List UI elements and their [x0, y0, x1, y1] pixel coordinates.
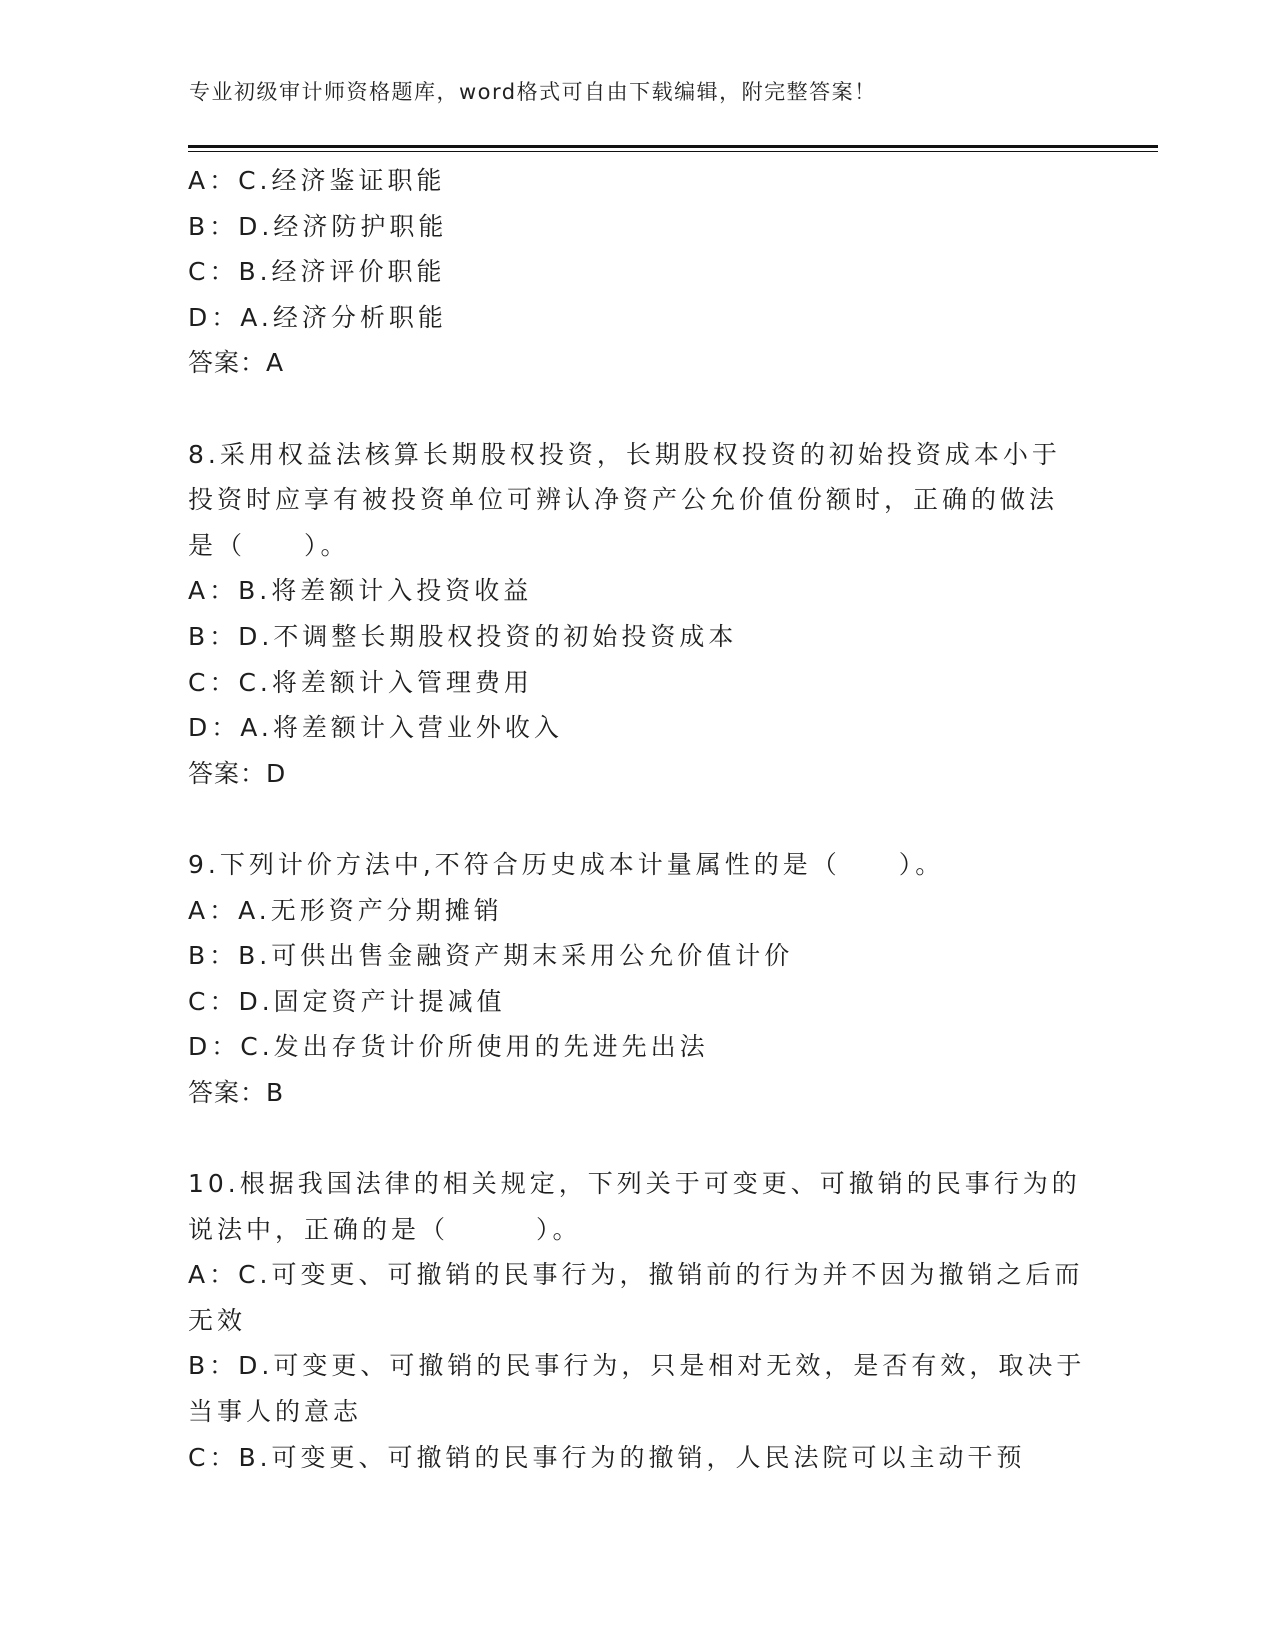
option-line: A：B.将差额计入投资收益: [188, 576, 533, 606]
spacer: [188, 796, 1088, 842]
answer-line: 答案：B: [188, 1077, 285, 1107]
answer-line: 答案：D: [188, 758, 287, 788]
page-header: 专业初级审计师资格题库，word格式可自由下载编辑，附完整答案！: [189, 80, 877, 104]
question-stem-line: 8.采用权益法核算长期股权投资，长期股权投资的初始投资成本小于: [188, 439, 1061, 469]
option-line: C：D.固定资产计提减值: [188, 986, 506, 1016]
question-stem-line: 10.根据我国法律的相关规定，下列关于可变更、可撤销的民事行为的: [188, 1169, 1081, 1199]
option-line: A：C.经济鉴证职能: [188, 166, 446, 195]
spacer: [188, 386, 1088, 432]
option-line: D：A.经济分析职能: [188, 302, 447, 332]
option-line: B：D.不调整长期股权投资的初始投资成本: [188, 621, 738, 651]
option-line: A：C.可变更、可撤销的民事行为，撤销前的行为并不因为撤销之后而: [188, 1260, 1084, 1290]
option-line: 无效: [188, 1305, 247, 1335]
option-line: D：C.发出存货计价所使用的先进先出法: [188, 1032, 709, 1062]
option-line: D：A.将差额计入营业外收入: [188, 713, 563, 743]
option-line: B：B.可供出售金融资产期末采用公允价值计价: [188, 941, 794, 971]
spacer: [188, 1115, 1088, 1161]
option-line: C：C.将差额计入管理费用: [188, 667, 533, 697]
header-rule-thin: [188, 151, 1158, 152]
question-stem-line: 9.下列计价方法中,不符合历史成本计量属性的是（ ）。: [188, 849, 945, 879]
question-stem-line: 是（ ）。: [188, 530, 350, 560]
option-line: C：B.可变更、可撤销的民事行为的撤销，人民法院可以主动干预: [188, 1442, 1026, 1472]
option-line: 当事人的意志: [188, 1397, 363, 1427]
option-line: B：D.可变更、可撤销的民事行为，只是相对无效，是否有效，取决于: [188, 1351, 1086, 1381]
document-body: [188, 158, 1088, 1480]
option-line: C：B.经济评价职能: [188, 257, 446, 287]
option-line: B：D.经济防护职能: [188, 211, 448, 241]
header-rule-thick: [188, 145, 1158, 148]
question-stem-line: 投资时应享有被投资单位可辨认净资产公允价值份额时，正确的做法: [188, 485, 1059, 515]
option-line: A：A.无形资产分期摊销: [188, 895, 503, 925]
answer-line: 答案：A: [188, 348, 285, 378]
question-stem-line: 说法中，正确的是（ ）。: [188, 1214, 582, 1244]
